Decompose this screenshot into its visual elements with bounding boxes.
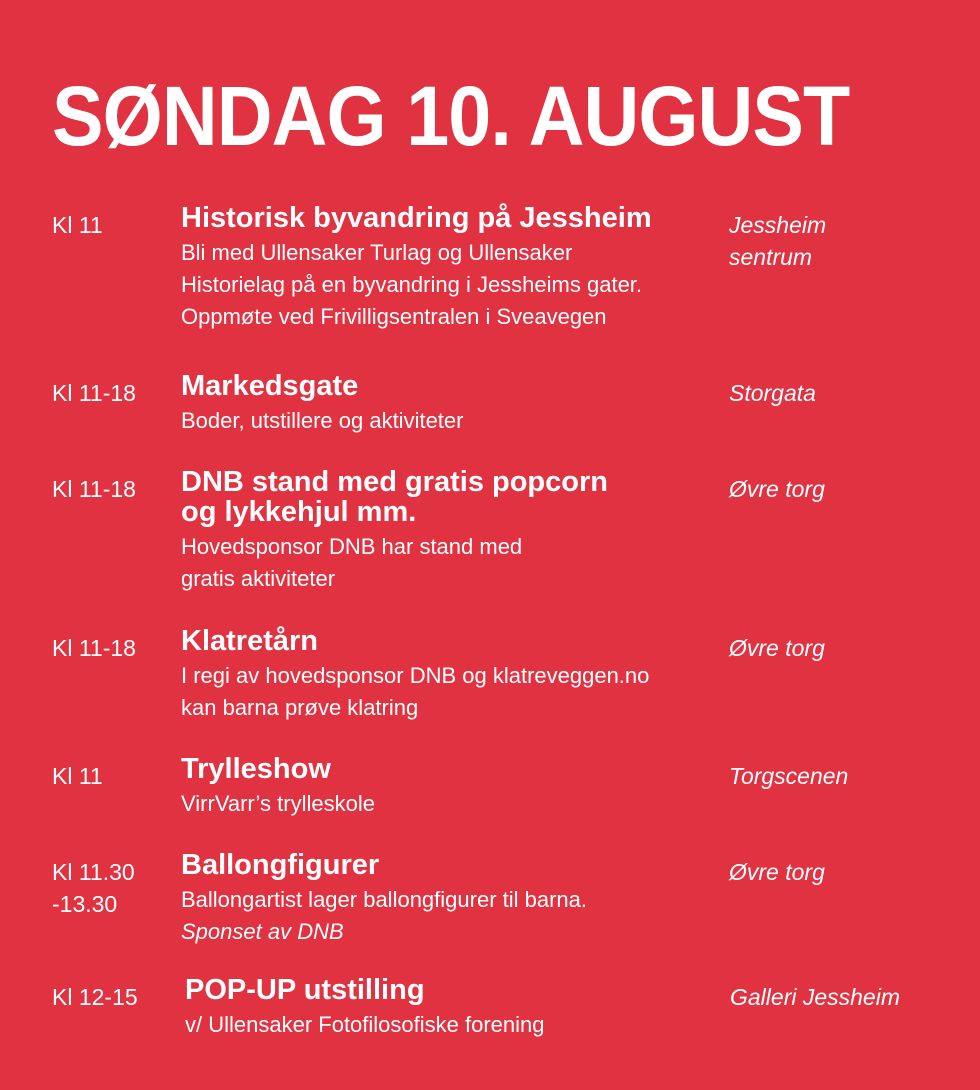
event-content [181, 754, 711, 820]
event-description: Hovedsponsor DNB har stand med gratis aktiviteter [181, 534, 523, 591]
event-content [181, 371, 711, 437]
event-content [181, 626, 711, 724]
page-title: SØNDAG 10. AUGUST [52, 69, 850, 163]
event-description: Boder, utstillere og aktiviteter [181, 408, 464, 433]
event-description: Ballongartist lager ballongfigurer til barna. [181, 887, 588, 912]
event-time: Kl 12-15 [52, 984, 138, 1010]
event-title: Trylleshow [181, 753, 331, 785]
event-title: Historisk byvandring på Jessheim [181, 202, 652, 234]
event-title: DNB stand med gratis popcorn og lykkehjul mm. [181, 466, 608, 528]
event-time: Kl 11-18 [52, 380, 136, 406]
event-time: Kl 11-18 [52, 476, 136, 502]
event-location: Øvre torg [729, 476, 825, 502]
event-content [181, 850, 711, 948]
event-description: VirrVarr’s trylleskole [181, 791, 375, 816]
event-location: Torgscenen [729, 763, 849, 789]
event-time: Kl 11 [52, 763, 103, 789]
event-content [185, 975, 715, 1041]
event-location: Jessheim sentrum [729, 212, 827, 270]
event-description: Bli med Ullensaker Turlag og Ullensaker Historielag på en byvandring i Jessheims gater. Oppmøte ved Frivilligsentralen i Sveavegen [181, 240, 643, 329]
event-content [181, 467, 711, 595]
event-description: v/ Ullensaker Fotofilosofiske forening [185, 1012, 545, 1037]
event-location: Galleri Jessheim [730, 984, 900, 1010]
event-description: I regi av hovedsponsor DNB og klatreveggen.no kan barna prøve klatring [181, 663, 650, 720]
event-sponsor: Sponset av DNB [181, 919, 344, 944]
event-time: Kl 11-18 [52, 635, 136, 661]
event-location: Øvre torg [729, 859, 825, 885]
event-time: Kl 11.30 -13.30 [52, 859, 135, 917]
event-location: Storgata [729, 380, 816, 406]
event-title: Klatretårn [181, 625, 318, 657]
event-title: Ballongfigurer [181, 849, 380, 881]
event-title: POP-UP utstilling [185, 974, 425, 1006]
event-title: Markedsgate [181, 370, 359, 402]
event-time: Kl 11 [52, 212, 103, 238]
event-location: Øvre torg [729, 635, 825, 661]
event-content [181, 203, 711, 333]
